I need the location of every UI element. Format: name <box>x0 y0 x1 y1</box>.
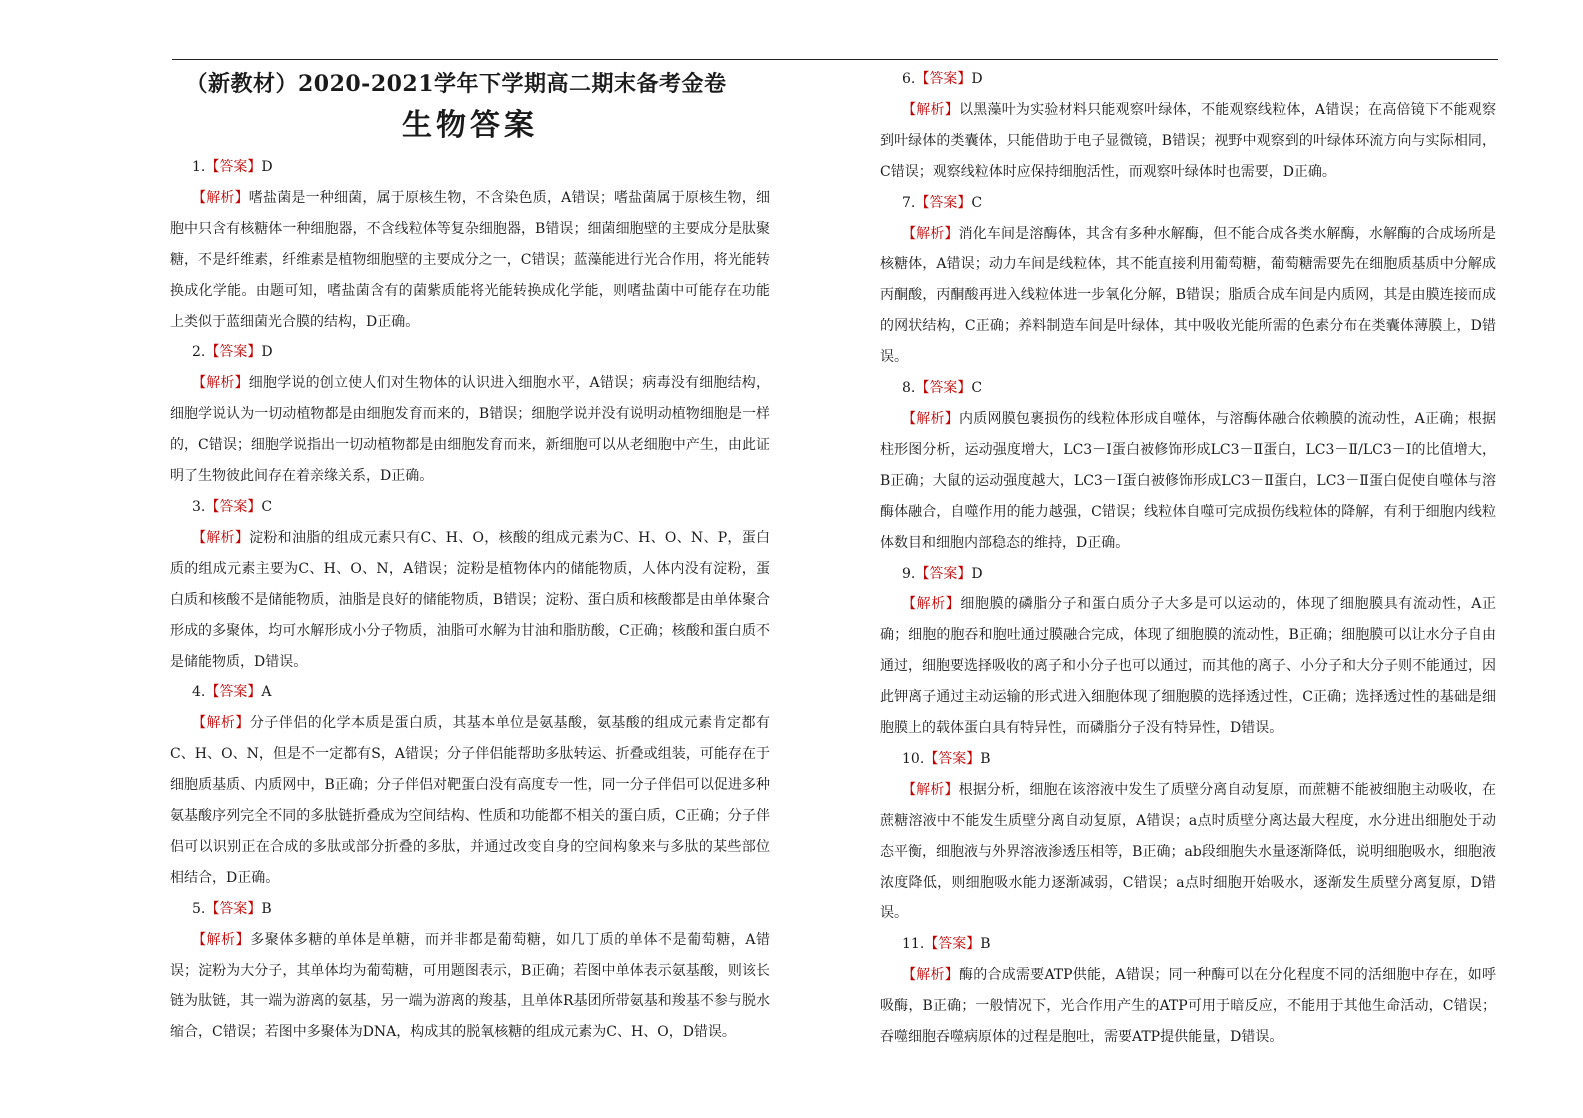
explanation-tag: 【解析】 <box>902 410 959 427</box>
explanation-tag: 【解析】 <box>192 375 249 392</box>
explanation-tag: 【解析】 <box>192 931 251 948</box>
top-rule <box>172 59 1498 60</box>
explanation-text: 多聚体多糖的单体是单糖，而并非都是葡萄糖，如几丁质的单体不是葡萄糖，A错误；淀粉为大分子，其单体均为葡萄糖，可用题图表示，B正确；若图中单体表示氨基酸，则该长链为肽链，其一端为游离的氨基，另一端为游离的羧基，且单体R基团所带氨基和羧基不参与脱水缩合，C错误；若图中多聚体为DNA，构成其的脱氧核糖的组成元素为C、H、O，D错误。 <box>170 931 771 1041</box>
explanation-text: 分子伴侣的化学本质是蛋白质，其基本单位是氨基酸，氨基酸的组成元素肯定都有C、H、O、N，但是不一定都有S，A错误；分子伴侣能帮助多肽转运、折叠或组装，可能存在于细胞质基质、内质网中，B正确；分子伴侣对靶蛋白没有高度专一性，同一分子伴侣可以促进多种氨基酸序列完全不同的多肽链折叠成为空间结构、性质和功能都不相关的蛋白质，C正确；分子伴侣可以识别正在合成的多肽或部分折叠的多肽，并通过改变自身的空间构象来与多肽的某些部位相结合，D正确。 <box>170 715 771 886</box>
answer-value: C <box>261 498 273 515</box>
question-number: 2. <box>192 344 206 361</box>
question-10 <box>880 744 1496 929</box>
question-number: 7. <box>902 194 916 211</box>
question-number: 4. <box>192 684 206 701</box>
explanation-text: 消化车间是溶酶体，其含有多种水解酶，但不能合成各类水解酶，水解酶的合成场所是核糖体，A错误；动力车间是线粒体，其不能直接利用葡萄糖，葡萄糖需要先在细胞质基质中分解成丙酮酸，丙酮酸再进入线粒体进一步氧化分解，B错误；脂质合成车间是内质网，其是由膜连接而成的网状结构，C正确；养料制造车间是叶绿体，其中吸收光能所需的色素分布在类囊体薄膜上，D错误。 <box>880 225 1497 366</box>
answer-value: D <box>971 71 983 87</box>
page-title: （新教材）2020-2021学年下学期高二期末备考金卷 <box>185 71 727 97</box>
explanation-text: 根据分析，细胞在该溶液中发生了质壁分离自动复原，而蔗糖不能被细胞主动吸收，在蔗糖溶液中不能发生质壁分离自动复原，A错误；a点时质壁分离达最大程度，水分进出细胞处于动态平衡，细胞液与外界溶液渗透压相等，B正确；ab段细胞失水量逐渐降低，说明细胞吸水，细胞液浓度降低，则细胞吸水能力逐渐减弱，C错误；a点时细胞开始吸水，逐渐发生质壁分离复原，D错误。 <box>880 781 1497 922</box>
question-11 <box>880 929 1496 1053</box>
question-9 <box>880 559 1496 744</box>
question-number: 1. <box>192 159 206 175</box>
answer-tag: 【答案】 <box>205 498 262 515</box>
answer-value: B <box>261 900 272 917</box>
question-7 <box>880 188 1496 373</box>
explanation-text: 嗜盐菌是一种细菌，属于原核生物，不含染色质，A错误；嗜盐菌属于原核生物，细胞中只含有核糖体一种细胞器，不含线粒体等复杂细胞器，B错误；细菌细胞壁的主要成分是肽聚糖，不是纤维素，纤维素是植物细胞壁的主要成分之一，C错误；蓝藻能进行光合作用，将光能转换成化学能。由题可知，嗜盐菌含有的菌紫质能将光能转换成化学能，则嗜盐菌中可能存在功能上类似于蓝细菌光合膜的结构，D正确。 <box>170 189 771 330</box>
answer-value: C <box>971 194 983 211</box>
page-subtitle: 生物答案 <box>402 108 538 143</box>
explanation-tag: 【解析】 <box>902 967 959 984</box>
question-5 <box>170 894 770 1049</box>
explanation-text: 酶的合成需要ATP供能，A错误；同一种酶可以在分化程度不同的活细胞中存在，如呼吸酶，B正确；一般情况下，光合作用产生的ATP可用于暗反应，不能用于其他生命活动，C错误；吞噬细胞吞噬病原体的过程是胞吐，需要ATP提供能量，D错误。 <box>880 967 1496 1046</box>
question-1 <box>170 152 770 337</box>
answer-tag: 【答案】 <box>205 344 262 361</box>
answer-tag: 【答案】 <box>915 380 972 397</box>
question-number: 3. <box>192 498 206 515</box>
explanation-tag: 【解析】 <box>192 715 250 732</box>
answer-value: D <box>971 565 983 582</box>
explanation-text: 细胞学说的创立使人们对生物体的认识进入细胞水平，A错误；病毒没有细胞结构，细胞学说认为一切动植物都是由细胞发育而来的，B错误；细胞学说并没有说明动植物细胞是一样的，C错误；细胞学说指出一切动植物都是由细胞发育而来，新细胞可以从老细胞中产生，由此证明了生物彼此间存在着亲缘关系，D正确。 <box>170 375 771 485</box>
answer-tag: 【答案】 <box>205 159 262 175</box>
question-6 <box>880 64 1496 188</box>
answer-tag: 【答案】 <box>924 936 981 953</box>
question-4 <box>170 677 770 893</box>
answer-tag: 【答案】 <box>924 750 981 767</box>
explanation-tag: 【解析】 <box>192 529 250 546</box>
answer-tag: 【答案】 <box>915 565 972 582</box>
question-number: 11. <box>902 936 925 953</box>
explanation-tag: 【解析】 <box>902 101 959 118</box>
answer-value: C <box>971 380 983 397</box>
question-3 <box>170 492 770 677</box>
answer-value: A <box>261 684 272 701</box>
question-number: 8. <box>902 380 916 397</box>
answer-value: D <box>261 159 273 175</box>
explanation-text: 细胞膜的磷脂分子和蛋白质分子大多是可以运动的，体现了细胞膜具有流动性，A正确；细胞的胞吞和胞吐通过膜融合完成，体现了细胞膜的流动性，B正确；细胞膜可以让水分子自由通过，细胞要选择吸收的离子和小分子也可以通过，而其他的离子、小分子和大分子则不能通过，因此钾离子通过主动运输的形式进入细胞体现了细胞膜的选择透过性，C正确；选择透过性的基础是细胞膜上的载体蛋白具有特异性，而磷脂分子没有特异性，D错误。 <box>880 596 1497 737</box>
question-number: 9. <box>902 565 916 582</box>
right-column <box>880 64 1496 1053</box>
answer-value: B <box>980 750 991 767</box>
explanation-tag: 【解析】 <box>902 596 961 613</box>
explanation-tag: 【解析】 <box>902 781 959 798</box>
answer-tag: 【答案】 <box>915 194 972 211</box>
explanation-tag: 【解析】 <box>192 189 249 206</box>
explanation-text: 淀粉和油脂的组成元素只有C、H、O，核酸的组成元素为C、H、O、N、P，蛋白质的组成元素主要为C、H、O、N，A错误；淀粉是植物体内的储能物质，人体内没有淀粉，蛋白质和核酸不是储能物质，油脂是良好的储能物质，B错误；淀粉、蛋白质和核酸都是由单体聚合形成的多聚体，均可水解形成小分子物质，油脂可水解为甘油和脂肪酸，C正确；核酸和蛋白质不是储能物质，D错误。 <box>170 529 770 670</box>
explanation-text: 内质网膜包裹损伤的线粒体形成自噬体，与溶酶体融合依赖膜的流动性，A正确；根据柱形图分析，运动强度增大，LC3－Ⅰ蛋白被修饰形成LC3－Ⅱ蛋白，LC3－Ⅱ/LC3－Ⅰ的比值增大，B正确；大鼠的运动强度越大，LC3－Ⅰ蛋白被修饰形成LC3－Ⅱ蛋白，LC3－Ⅱ蛋白促使自噬体与溶酶体融合，自噬作用的能力越强，C错误；线粒体自噬可完成损伤线粒体的降解，有利于细胞内线粒体数目和细胞内部稳态的维持，D正确。 <box>880 410 1497 551</box>
answer-tag: 【答案】 <box>205 900 262 917</box>
answer-value: B <box>980 936 991 953</box>
answer-value: D <box>261 344 273 361</box>
question-number: 5. <box>192 900 206 917</box>
explanation-tag: 【解析】 <box>902 225 959 242</box>
question-number: 6. <box>902 71 916 87</box>
question-8 <box>880 373 1496 558</box>
answer-tag: 【答案】 <box>915 71 972 87</box>
left-column <box>170 64 770 1048</box>
answer-tag: 【答案】 <box>205 684 262 701</box>
question-number: 10. <box>902 750 925 767</box>
explanation-text: 以黑藻叶为实验材料只能观察叶绿体，不能观察线粒体，A错误；在高倍镜下不能观察到叶绿体的类囊体，只能借助于电子显微镜，B错误；视野中观察到的叶绿体环流方向与实际相同，C错误；观察线粒体时应保持细胞活性，而观察叶绿体时也需要，D正确。 <box>880 101 1497 180</box>
question-2 <box>170 337 770 492</box>
